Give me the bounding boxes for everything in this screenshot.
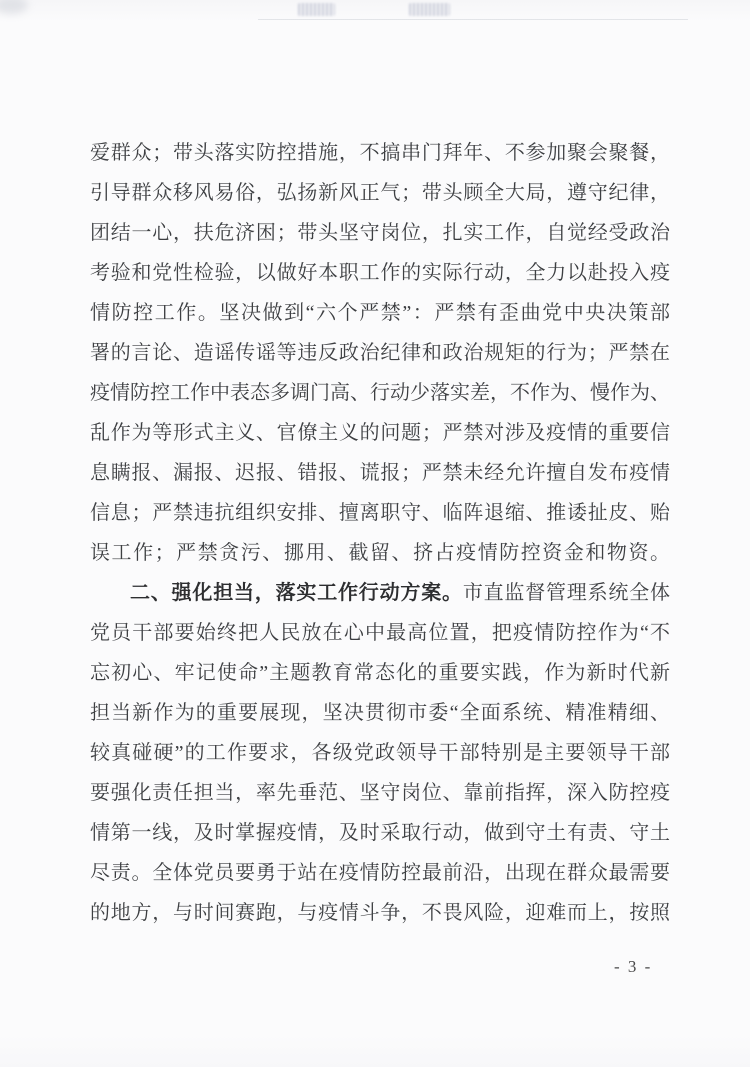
- body-text-line: 息瞒报、漏报、迟报、错报、谎报；严禁未经允许擅自发布疫情: [90, 462, 670, 484]
- document-body: [90, 133, 670, 933]
- body-text-line: 较真碰硬”的工作要求，各级党政领导干部特别是主要领导干部: [90, 742, 670, 764]
- body-text-line: 担当新作为的重要展现，坚决贯彻市委“全面系统、精准精细、: [90, 702, 670, 724]
- section-heading-rest: 市直监督管理系统全体: [462, 582, 671, 604]
- body-text-line: 尽责。全体党员要勇于站在疫情防控最前沿，出现在群众最需要: [90, 862, 670, 884]
- body-text-line: 误工作；严禁贪污、挪用、截留、挤占疫情防控资金和物资。: [90, 542, 670, 564]
- body-text-line: 情防控工作。坚决做到“六个严禁”：严禁有歪曲党中央决策部: [90, 302, 670, 324]
- scan-artifact-hairline: [258, 19, 688, 20]
- body-text-line: 要强化责任担当，率先垂范、坚守岗位、靠前指挥，深入防控疫: [90, 782, 670, 804]
- scan-artifact-smudge-right: [409, 3, 450, 16]
- page-number: - 3 -: [614, 957, 653, 976]
- body-text-line: 疫情防控工作中表态多调门高、行动少落实差，不作为、慢作为、: [90, 382, 670, 404]
- body-text-line: 忘初心、牢记使命”主题教育常态化的重要实践，作为新时代新: [90, 662, 670, 684]
- body-text-line: 党员干部要始终把人民放在心中最高位置，把疫情防控作为“不: [90, 622, 670, 644]
- section-heading-line: [90, 573, 670, 613]
- scan-artifact-corner-smear: [0, 0, 28, 14]
- body-text-line: 乱作为等形式主义、官僚主义的问题；严禁对涉及疫情的重要信: [90, 422, 670, 444]
- body-text-line: 爱群众；带头落实防控措施，不搞串门拜年、不参加聚会聚餐，: [90, 142, 670, 164]
- body-text-line: 团结一心，扶危济困；带头坚守岗位，扎实工作，自觉经受政治: [90, 222, 670, 244]
- body-text-line: 署的言论、造谣传谣等违反政治纪律和政治规矩的行为；严禁在: [90, 342, 670, 364]
- body-text-line: 引导群众移风易俗，弘扬新风正气；带头顾全大局，遵守纪律，: [90, 182, 670, 204]
- body-text-line: 信息；严禁违抗组织安排、擅离职守、临阵退缩、推诿扯皮、贻: [90, 502, 670, 524]
- scan-artifact-smudge-left: [298, 3, 335, 16]
- body-text-line: 情第一线，及时掌握疫情，及时采取行动，做到守土有责、守土: [90, 822, 670, 844]
- section-heading: 二、强化担当，落实工作行动方案。: [130, 582, 463, 604]
- body-text-line: 的地方，与时间赛跑，与疫情斗争，不畏风险，迎难而上，按照: [90, 902, 670, 924]
- body-text-line: 考验和党性检验，以做好本职工作的实际行动，全力以赴投入疫: [90, 262, 670, 284]
